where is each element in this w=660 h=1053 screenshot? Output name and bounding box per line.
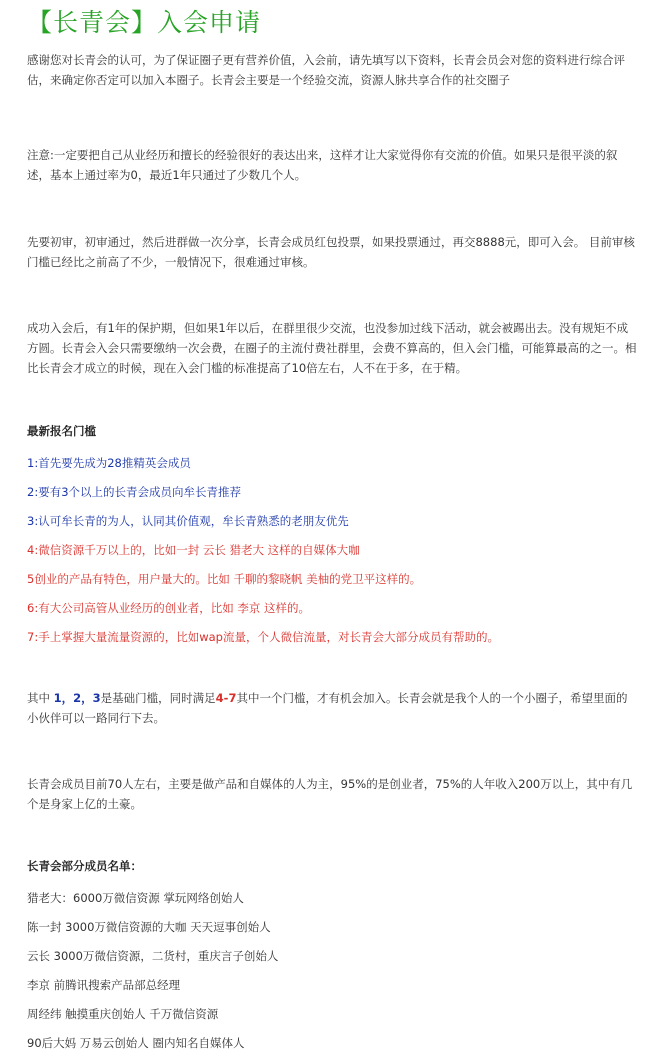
member-item: 云长 3000万微信资源，二货村，重庆言子创始人 [27,949,279,963]
requirement-item: 7:手上掌握大量流量资源的，比如wap流量，个人微信流量，对长青会大部分成员有帮助的。 [27,630,499,644]
members-heading: 长青会部分成员名单： [27,859,142,873]
member-item: 猎老大：6000万微信资源 掌玩网络创始人 [27,891,244,905]
requirement-item: 2:要有3个以上的长青会成员向牟长青推荐 [27,485,242,499]
member-item: 周经纬 触摸重庆创始人 千万微信资源 [27,1007,219,1021]
review-paragraph: 先要初审，初审通过，然后进群做一次分享，长青会成员红包投票，如果投票通过，再交8888元，即可入会。 目前审核门槛已经比之前高了不少，一般情况下，很难通过审核。 [27,235,635,269]
member-item: 李京 前腾讯搜索产品部总经理 [27,978,181,992]
stats-paragraph: 长青会成员目前70人左右，主要是做产品和自媒体的人为主，95%的是创业者，75%的人年收入200万以上，其中有几个是身家上亿的土豪。 [27,777,633,811]
requirement-item: 1:首先要先成为28推精英会成员 [27,456,191,470]
requirement-item: 4:微信资源千万以上的，比如一封 云长 猎老大 这样的自媒体大咖 [27,543,360,557]
requirement-item: 3:认可牟长青的为人，认同其价值观，牟长青熟悉的老朋友优先 [27,514,349,528]
basic-threshold-paragraph [27,688,638,728]
page-title: 【长青会】入会申请 [27,8,262,37]
requirements-heading: 最新报名门槛 [27,424,96,438]
basic-numbers: 1，2，3 [53,691,101,705]
basic-prefix: 其中 [27,691,54,705]
basic-suffix: 其中一个门槛，才有机会加入。长青会就是我个人的一个小圈子，希望里面的小伙伴可以一路同行下去。 [27,691,628,725]
basic-mid: 是基础门槛，同时满足 [100,691,216,705]
basic-range: 4-7 [215,691,237,705]
requirement-item: 5创业的产品有特色，用户量大的。比如 千聊的黎晓帆 美柚的党卫平这样的。 [27,572,422,586]
requirement-item: 6:有大公司高管从业经历的创业者，比如 李京 这样的。 [27,601,310,615]
after-join-paragraph: 成功入会后，有1年的保护期，但如果1年以后，在群里很少交流，也没参加过线下活动，就会被踢出去。没有规矩不成方圆。长青会入会只需要缴纳一次会费，在圈子的主流付费社群里，会费不算高的，但入会门槛，可能算最高的之一。相比长青会才成立的时候，现在入会门槛的标准提高了10倍左右，人不在于多，在于精。 [27,321,637,375]
note-paragraph: 注意:一定要把自己从业经历和擅长的经验很好的表达出来，这样才让大家觉得你有交流的价值。如果只是很平淡的叙述，基本上通过率为0，最近1年只通过了少数几个人。 [27,148,618,182]
member-item: 陈一封 3000万微信资源的大咖 天天逗事创始人 [27,920,271,934]
member-item: 90后大妈 万易云创始人 圈内知名自媒体人 [27,1036,245,1050]
intro-paragraph: 感谢您对长青会的认可，为了保证圈子更有营养价值，入会前，请先填写以下资料，长青会员会对您的资料进行综合评估，来确定你否定可以加入本圈子。长青会主要是一个经验交流，资源人脉共享合作的社交圈子 [27,53,625,87]
